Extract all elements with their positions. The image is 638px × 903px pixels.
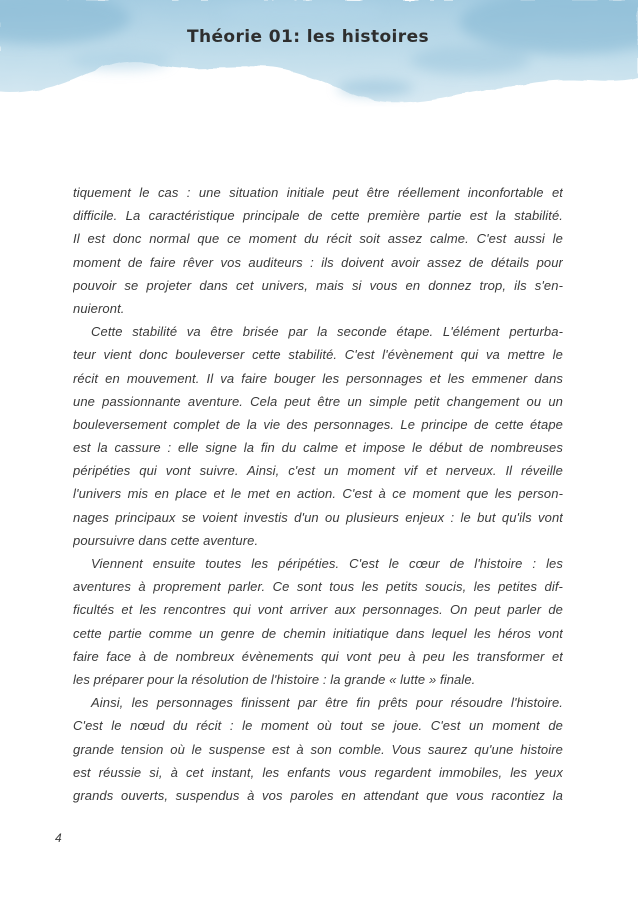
text-line: nuieront. (73, 300, 125, 316)
page-number: 4 (55, 831, 62, 845)
text-line: les préparer pour la résolution de l'histoire : la grande « lutte » finale. (73, 671, 476, 687)
text-line: bouleversement complet de la vie des personnages. Le principe de cette étape (73, 416, 563, 432)
text-line: tiquement le cas : une situation initiale peut être réellement inconfortable et (73, 185, 563, 200)
text-line: ficultés et les rencontres qui vont arriver aux personnages. On peut parler de (73, 602, 563, 618)
text-line: Viennent ensuite toutes les péripéties. C'est le cœur de l'histoire : les (91, 556, 563, 571)
text-line: Cette stabilité va être brisée par la seconde étape. L'élément perturba- (91, 324, 563, 340)
text-line: récit en mouvement. Il va faire bouger les personnages et les emmener dans (73, 370, 563, 386)
text-line: grands ouverts, suspendus à vos paroles en attendant que vous racontiez la (73, 787, 563, 803)
paragraph (73, 552, 563, 691)
text-line: poursuivre dans cette aventure. (73, 532, 259, 548)
text-line: faire face à de nombreux évènements qui vont peu à peu les transformer et (73, 648, 563, 664)
text-line: Ainsi, les personnages finissent par être fin prêts pour résoudre l'histoire. (91, 695, 563, 711)
text-line: l'univers mis en place et le met en action. C'est à ce moment que les person- (73, 486, 563, 502)
text-line: teur vient donc bouleverser cette stabilité. C'est l'évènement qui va mettre le (73, 347, 563, 363)
text-line: moment de faire rêver vos auditeurs : ils doivent avoir assez de détails pour (73, 254, 563, 270)
text-line: est réussie si, à cet instant, les enfants vous regardent immobiles, les yeux (73, 764, 563, 780)
text-line: cette partie comme un genre de chemin initiatique dans lequel les héros vont (73, 625, 563, 641)
text-line: Il est donc normal que ce moment du récit soit assez calme. C'est aussi le (73, 231, 563, 247)
text-line: C'est le nœud du récit : le moment où tout se joue. C'est un moment de (73, 718, 563, 734)
text-line: difficile. La caractéristique principale de cette première partie est la stabilité. (73, 208, 563, 224)
paragraph (73, 320, 563, 552)
paragraph (73, 181, 563, 320)
text-line: pouvoir se projeter dans cet univers, mais si vous en donnez trop, ils s'en- (73, 277, 563, 293)
text-line: nages principaux se voient investis d'un ou plusieurs enjeux : le but qu'ils vont (73, 509, 563, 525)
body-text (73, 181, 563, 807)
text-line: une passionnante aventure. Cela peut être un simple petit changement ou un (73, 393, 563, 409)
text-line: péripéties qui vont suivre. Ainsi, c'est un moment vif et nerveux. Il réveille (73, 463, 563, 479)
header-watercolor-banner (0, 0, 638, 112)
paragraph (73, 691, 563, 807)
text-line: grande tension où le suspense est à son comble. Vous saurez qu'une histoire (73, 741, 563, 757)
text-line: aventures à proprement parler. Ce sont tous les petits soucis, les petites dif- (73, 579, 563, 595)
page-title: Théorie 01: les histoires (186, 27, 430, 47)
text-line: est la cassure : elle signe la fin du calme et impose le début de nombreuses (73, 440, 563, 456)
